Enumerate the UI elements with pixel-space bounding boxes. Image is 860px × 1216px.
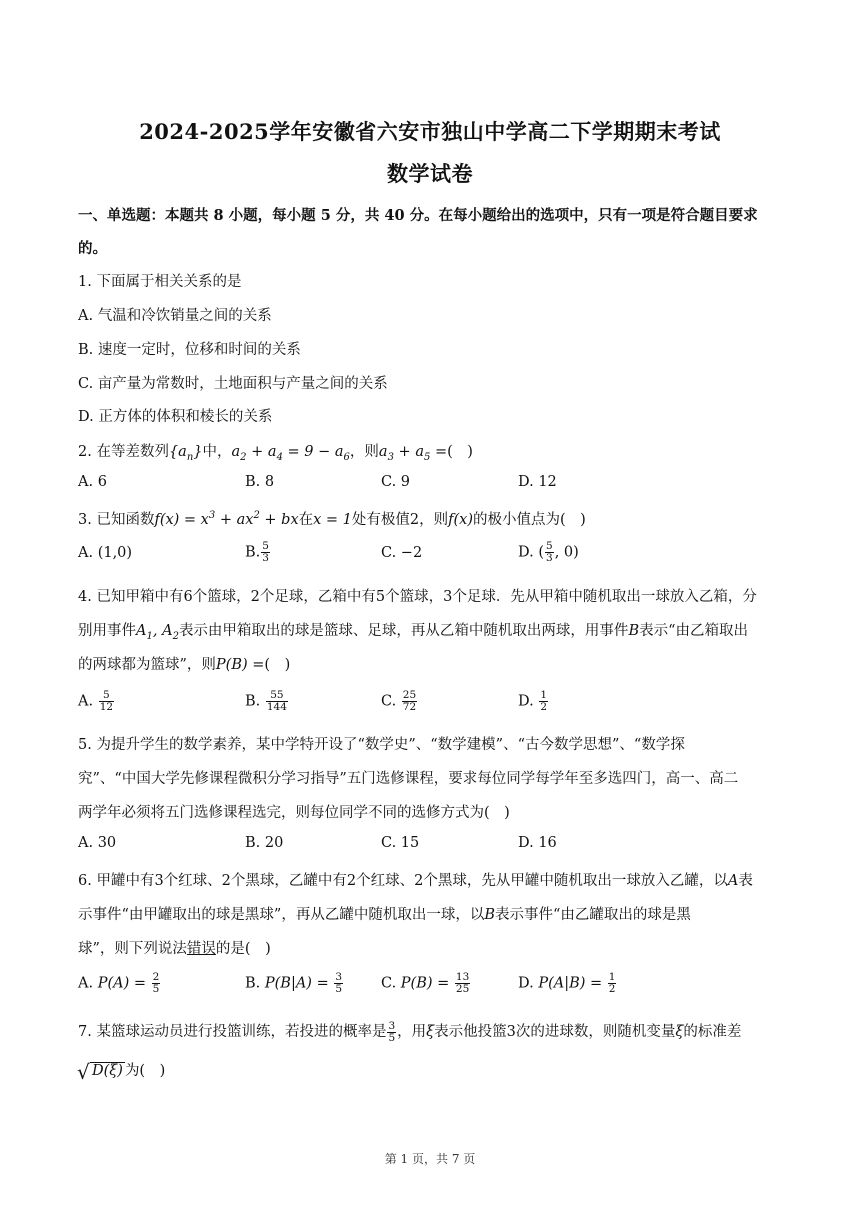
question-5-option-a: A. 30 <box>78 835 117 851</box>
question-5-option-d: D. 16 <box>518 835 557 851</box>
question-6-line1: 6. 甲罐中有3个红球、2个黑球，乙罐中有2个红球、2个黑球，先从甲罐中随机取出一球放入乙罐，以A表 <box>78 873 753 889</box>
question-1-option-c: C. 亩产量为常数时，土地面积与产量之间的关系 <box>78 376 388 392</box>
question-1-option-d: D. 正方体的体积和棱长的关系 <box>78 409 273 425</box>
question-4-line1: 4. 已知甲箱中有6个篮球，2个足球，乙箱中有5个篮球，3个足球．先从甲箱中随机取出一球放入乙箱，分 <box>78 589 757 605</box>
question-1-option-b: B. 速度一定时，位移和时间的关系 <box>78 342 301 358</box>
question-5-line3: 两学年必须将五门选修课程选完，则每位同学不同的选修方式为( ) <box>78 805 510 821</box>
question-6-option-b: B. P(B|A) = $\frac{3}{5}$ <box>245 971 343 995</box>
question-7-line1: 7. 某篮球运动员进行投篮训练，若投进的概率是 $\frac{3}{5}$ ，用ξ表示他投篮3次的进球数，则随机变量ξ的标准差 <box>78 1019 742 1044</box>
question-4-option-a: A. $\frac{5}{12}$ <box>78 689 114 713</box>
exam-title: 2024-2025学年安徽省六安市独山中学高二下学期期末考试 <box>139 119 721 144</box>
question-2-option-c: C. 9 <box>381 474 411 490</box>
question-4-option-c: C. $\frac{25}{72}$ <box>381 689 417 713</box>
question-6-line2: 示事件“由甲罐取出的球是黑球”，再从乙罐中随机取出一球，以B表示事件“由乙罐取出的球是黑 <box>78 907 691 923</box>
question-1-stem: 1. 下面属于相关关系的是 <box>78 274 242 290</box>
question-6-option-a: A. P(A) = $\frac{2}{5}$ <box>78 971 160 995</box>
exam-subtitle: 数学试卷 <box>387 161 473 186</box>
question-5-option-b: B. 20 <box>245 835 284 851</box>
question-4-line2: 别用事件$A_1$, $A_2$表示由甲箱取出的球是篮球、足球，再从乙箱中随机取出两球，用事件B表示“由乙箱取出 <box>78 623 749 642</box>
question-4-option-b: B. $\frac{55}{144}$ <box>245 689 287 713</box>
question-3-option-b: B. $\frac{5}{3}$ <box>245 540 269 564</box>
section-heading-line1: 一、单选题：本题共 8 小题，每小题 5 分，共 40 分。在每小题给出的选项中，只有一项是符合题目要求 <box>78 207 758 224</box>
question-2-option-b: B. 8 <box>245 474 275 490</box>
question-2-stem: 2. 在等差数列$\{a_n\}$中，$a_2 + a_4 = 9 - a_6$，则$a_3 + a_5$ =( ) <box>78 444 473 463</box>
question-3-option-d: D. ( $\frac{5}{3}$ , 0) <box>518 540 579 564</box>
question-6-option-d: D. P(A|B) = $\frac{1}{2}$ <box>518 971 616 995</box>
question-6-option-c: C. P(B) = $\frac{13}{25}$ <box>381 971 470 995</box>
section-heading-line2: 的。 <box>78 240 107 257</box>
question-4-line3: 的两球都为篮球”，则P(B) =( ) <box>78 657 291 673</box>
page-footer: 第 1 页，共 7 页 <box>384 1152 476 1166</box>
question-2-option-a: A. 6 <box>78 474 107 490</box>
question-5-line1: 5. 为提升学生的数学素养，某中学特开设了“数学史”、“数学建模”、“古今数学思想”、“数学探 <box>78 737 685 753</box>
question-2-option-d: D. 12 <box>518 474 557 490</box>
question-5-option-c: C. 15 <box>381 835 420 851</box>
question-1-option-a: A. 气温和冷饮销量之间的关系 <box>78 308 272 324</box>
question-5-line2: 究”、“中国大学先修课程微积分学习指导”五门选修课程，要求每位同学每学年至多选四门，高一、高二 <box>78 771 739 787</box>
question-6-line3: 球”，则下列说法错误的是( ) <box>78 941 271 957</box>
question-4-option-d: D. $\frac{1}{2}$ <box>518 689 548 713</box>
question-7-line2: √ D(ξ) 为( ) <box>78 1059 165 1080</box>
question-3-option-a: A. (1,0) <box>78 545 133 561</box>
question-3-stem: 3. 已知函数$f(x) = x^3 + ax^2$ + bx在x = 1处有极值2，则f(x)的极小值点为( ) <box>78 510 586 528</box>
question-3-option-c: C. −2 <box>381 545 423 561</box>
